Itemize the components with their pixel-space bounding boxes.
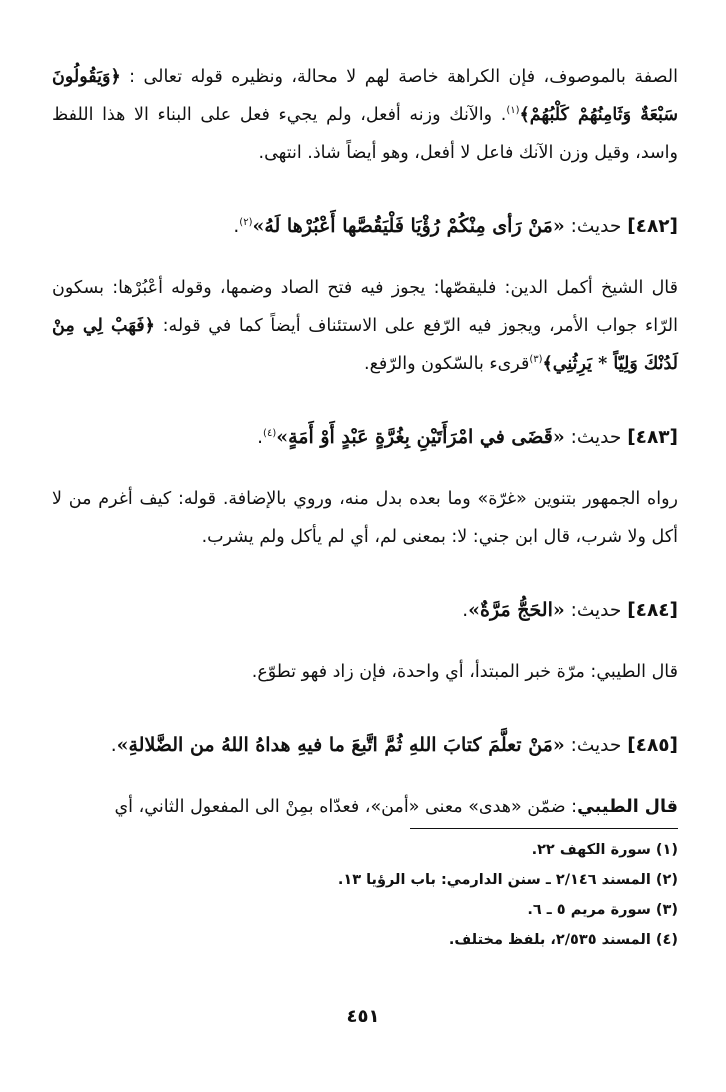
hadith-label: حديث: [564, 600, 622, 621]
footnote-ref-4: (٤) [263, 427, 277, 439]
footnote-2: (٢) المسند ٢/١٤٦ ـ سنن الدارمي: باب الرؤيا ١٣. [337, 872, 678, 888]
footnote-1: (١) سورة الكهف ٢٢. [531, 842, 678, 858]
hadith-label: حديث: [564, 735, 622, 756]
comment-483: رواه الجمهور بتنوين «غرّة» وما بعده بدل منه، وروي بالإضافة. قوله: كيف أغرم من لا أكل ولا شرب، قال ابن جني: لا: بمعنى لم، أي لم يأكل ولم يشرب. [52, 489, 678, 547]
commentator-name: قال الطيبي [577, 797, 678, 817]
hadith-text: «مَنْ رَأى مِنْكُمْ رُؤْيَا فَلْيَقُصَّها أَعْبُرْها لَهُ» [252, 215, 565, 237]
footnote-4: (٤) المسند ٢/٥٣٥، بلفظ مختلف. [448, 932, 678, 948]
footnote-3: (٣) سورة مريم ٥ ـ ٦. [527, 902, 678, 918]
footnote-divider [410, 828, 678, 829]
hadith-482 [52, 206, 678, 247]
page-number: ٤٥١ [346, 1006, 380, 1027]
comment-482 [52, 269, 678, 383]
footnote-ref-3: (٣) [529, 354, 543, 366]
hadith-number: [٤٨٥] [627, 735, 678, 756]
footnotes [52, 835, 678, 955]
comment-text: قال الشيخ أكمل الدين: فليقصّها: يجوز فيه فتح الصاد وضمها، وقوله أعْبُرْها: بسكون الرّاء جواب الأمر، ويجوز فيه الرّفع على الاستئناف أيضاً كما في قوله: [52, 278, 678, 336]
hadith-label: حديث: [564, 427, 622, 448]
hadith-tail: . [257, 427, 264, 448]
hadith-484 [52, 590, 678, 631]
hadith-483 [52, 417, 678, 458]
comment-text-tail: قرىء بالسّكون والرّفع. [364, 354, 530, 374]
hadith-tail: . [462, 600, 469, 621]
footnote-ref-2: (٢) [239, 216, 253, 228]
quran-verse-2: ﴿فَهَبْ لِي مِنْ لَدُنْكَ وَلِيّاً * يَرِثُنِي﴾ [52, 316, 678, 374]
intro-paragraph [52, 58, 678, 172]
hadith-label: حديث: [564, 216, 622, 237]
hadith-text: «مَنْ تعلَّمَ كتابَ اللهِ ثُمَّ اتَّبعَ ما فيهِ هداهُ اللهُ من الضَّلالةِ» [116, 734, 565, 756]
hadith-text: «الحَجُّ مَرَّةٌ» [468, 599, 565, 621]
hadith-485 [52, 725, 678, 766]
hadith-number: [٤٨٤] [627, 600, 678, 621]
footnote-ref-1: (١) [506, 105, 520, 117]
hadith-tail: . [110, 735, 117, 756]
comment-485 [52, 788, 678, 826]
intro-text-2: . والآنك وزنه أفعل، ولم يجيء فعل على البناء الا هذا اللفظ واسد، وقيل وزن الآنك فاعل لا أفعل، وهو أيضاً شاذ. انتهى. [52, 105, 678, 163]
hadith-number: [٤٨٣] [627, 427, 678, 448]
comment-text: : ضمّن «هدى» معنى «أمن»، فعدّاه بمِنْ الى المفعول الثاني، أي [114, 797, 578, 817]
quran-verse-1: ﴿وَيَقُولُونَ سَبْعَةٌ وَثَامِنُهُمْ كَلْبُهُمْ﴾ [52, 67, 678, 125]
hadith-number: [٤٨٢] [627, 216, 678, 237]
hadith-tail: . [233, 216, 240, 237]
hadith-text: «قَضَى في امْرَأَتَيْنِ بِغُرَّةٍ عَبْدٍ أَوْ أَمَةٍ» [276, 426, 565, 448]
comment-484: قال الطيبي: مرّة خبر المبتدأ، أي واحدة، فإن زاد فهو تطوّع. [251, 662, 678, 682]
intro-text-1: الصفة بالموصوف، فإن الكراهة خاصة لهم لا محالة، ونظيره قوله تعالى : [120, 67, 678, 87]
